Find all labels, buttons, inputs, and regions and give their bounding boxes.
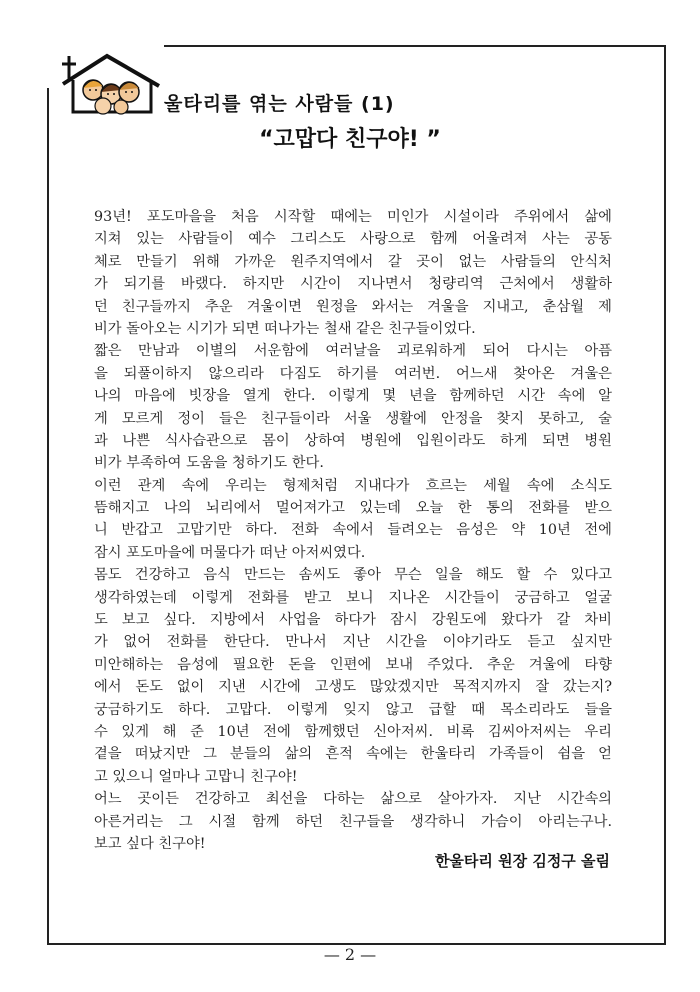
body-line: 뜸해지고 나의 뇌리에서 멀어져가고 있는데 오늘 한 통의 전화를 받으	[94, 500, 612, 517]
frame-right-border	[664, 45, 666, 945]
body-line: 도 보고 싶다. 지방에서 사업을 하다가 잠시 강원도에 왔다가 갈 차비	[94, 612, 612, 629]
page-number: — 2 —	[323, 945, 377, 964]
body-line: 생각하였는데 이렇게 전화를 받고 보니 지나온 시간들이 궁금하고 얼굴	[94, 589, 612, 606]
series-title: 울타리를 엮는 사람들 (1)	[164, 93, 395, 115]
body-line: 보고 싶다 친구야!	[94, 835, 206, 852]
body-line: 과 나쁜 식사습관으로 몸이 상하여 병원에 입원이라도 하게 되면 병원	[94, 432, 612, 449]
body-line: 비가 부족하여 도움을 청하기도 한다.	[94, 455, 324, 472]
body-line: 미안해하는 음성에 필요한 돈을 인편에 보내 주었다. 추운 겨울에 타향	[94, 656, 612, 673]
body-line: 수 있게 해 준 10년 전에 함께했던 신아저씨. 비록 김씨아저씨는 우리	[94, 723, 612, 740]
body-line: 지쳐 있는 사람들이 예수 그리스도 사랑으로 함께 어울려져 사는 공동	[94, 231, 612, 248]
house-logo-icon	[55, 50, 165, 120]
body-line: 나의 마음에 빗장을 열게 한다. 이렇게 몇 년을 함께하던 시간 속에 알	[94, 388, 612, 405]
body-line: 어느 곳이든 건강하고 최선을 다하는 삶으로 살아가자. 지난 시간속의	[94, 791, 612, 808]
frame-top-border	[164, 45, 666, 47]
signature: 한울타리 원장 김정구 올림	[434, 852, 610, 870]
body-line: 니 반갑고 고맙기만 하다. 전화 속에서 들려오는 음성은 약 10년 전에	[94, 522, 612, 539]
body-line: 가 없어 전화를 한단다. 만나서 지난 시간을 이야기라도 듣고 싶지만	[94, 634, 612, 651]
body-line: 체로 만들기 위해 가까운 원주지역에서 갈 곳이 없는 사람들의 안식처	[94, 253, 612, 270]
page-title: “고맙다 친구야! ”	[259, 127, 441, 152]
body-line: 을 되풀이하지 않으리라 다짐도 하기를 여러번. 어느새 찾아온 겨울은	[94, 365, 612, 382]
body-line: 던 친구들까지 추운 겨울이면 원정을 와서는 겨울을 지내고, 춘삼월 제	[94, 298, 612, 315]
body-line: 아른거리는 그 시절 함께 하던 친구들을 생각하니 가슴이 아리는구나.	[94, 813, 612, 830]
body-line: 이런 관계 속에 우리는 형제처럼 지내다가 흐르는 세월 속에 소식도	[94, 477, 612, 494]
body-line: 게 모르게 정이 들은 친구들이라 서울 생활에 안정을 찾지 못하고, 술	[94, 410, 612, 427]
body-line: 궁금하기도 하다. 고맙다. 이렇게 잊지 않고 급할 때 목소리라도 들을	[94, 701, 612, 718]
frame-left-border	[47, 88, 49, 944]
body-line: 93년! 포도마을을 처음 시작할 때에는 미인가 시설이라 주위에서 삶에	[94, 209, 612, 225]
body-line: 고 있으니 얼마나 고맙니 친구야!	[94, 768, 298, 785]
body-line: 짧은 만남과 이별의 서운함에 여러날을 괴로워하게 되어 다시는 아픔	[94, 343, 612, 360]
body-line: 몸도 건강하고 음식 만드는 솜씨도 좋아 무슨 일을 해도 할 수 있다고	[94, 567, 612, 584]
body-line: 잠시 포도마을에 머물다가 떠난 아저씨였다.	[94, 544, 366, 561]
body-line: 비가 돌아오는 시기가 되면 떠나가는 철새 같은 친구들이었다.	[94, 320, 476, 337]
body-line: 에서 돈도 없이 지낸 시간에 고생도 많았겠지만 목적지까지 잘 갔는지?	[94, 679, 612, 696]
body-line: 가 되기를 바랬다. 하지만 시간이 지나면서 청량리역 근처에서 생활하	[94, 276, 612, 293]
body-line: 곁을 떠났지만 그 분들의 삶의 흔적 속에는 한울타리 가족들이 쉼을 얻	[94, 746, 612, 763]
article-body	[94, 206, 612, 855]
